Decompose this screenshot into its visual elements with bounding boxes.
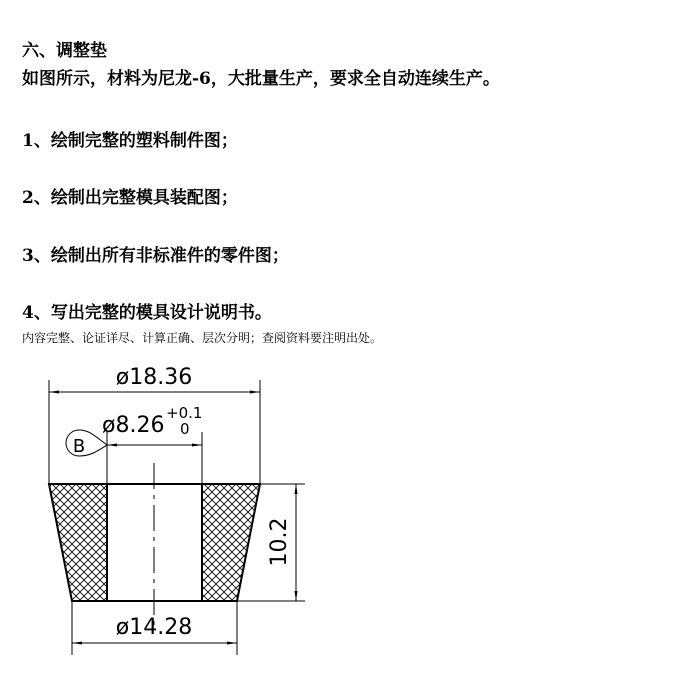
task-item-2: 2、绘制出完整模具装配图； — [22, 188, 238, 208]
right-wall-hatch — [202, 484, 260, 601]
dimension-inner — [102, 404, 202, 484]
intro-text: 如图所示，材料为尼龙-6，大批量生产，要求全自动连续生产。 — [22, 69, 500, 89]
tolerance-lower: 0 — [180, 420, 190, 438]
task-item-4: 4、写出完整的模具设计说明书。 — [22, 303, 272, 323]
left-wall-hatch — [49, 484, 107, 601]
technical-drawing — [0, 355, 680, 673]
task-item-1: 1、绘制完整的塑料制件图； — [22, 131, 238, 151]
page-title: 六、调整垫 — [22, 41, 107, 61]
datum-b-marker — [66, 430, 107, 457]
tolerance-upper: +0.1 — [166, 404, 203, 422]
dim-label-inner: ø8.26 — [102, 413, 165, 438]
requirements-note: 内容完整、论证详尽、计算正确、层次分明；查阅资料要注明出处。 — [22, 331, 383, 345]
part-section — [49, 484, 260, 601]
dim-label-height: 10.2 — [267, 517, 292, 567]
dim-label-outer-top: ø18.36 — [115, 365, 193, 390]
task-item-3: 3、绘制出所有非标准件的零件图； — [22, 246, 289, 266]
datum-label: B — [72, 436, 86, 457]
dim-label-outer-bottom: ø14.28 — [115, 615, 193, 640]
